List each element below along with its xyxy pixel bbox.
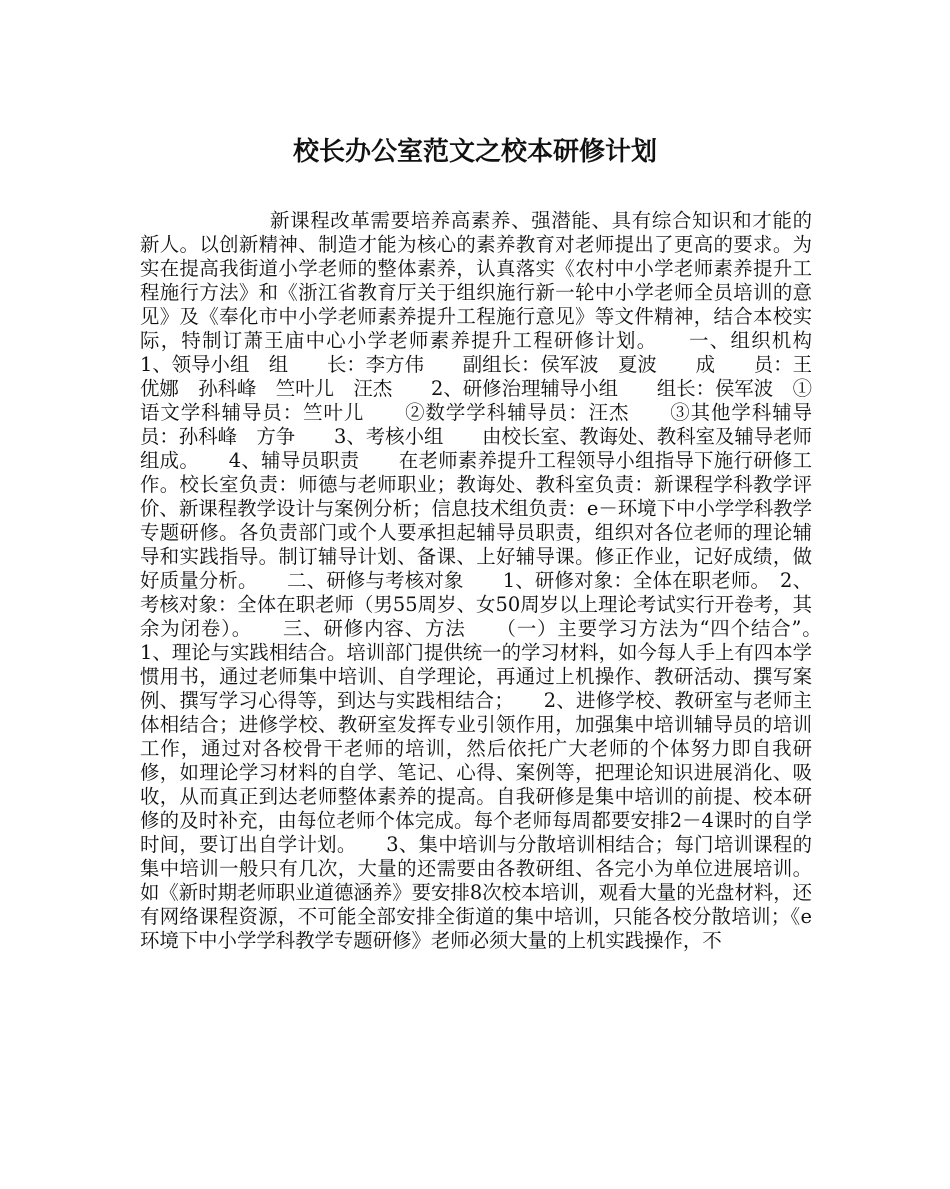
document-body: 新课程改革需要培养高素养、强潜能、具有综合知识和才能的新人。以创新精神、制造才能为核心的素养教育对老师提出了更高的要求。为实在提高我街道小学老师的整体素养，认真落实《农村中小学老师素养提升工程施行方法》和《浙江省教育厅关于组织施行新一轮中小学老师全员培训的意见》及《奉化市中小学老师素养提升工程施行意见》等文件精神，结合本校实际，特制订萧王庙中心小学老师素养提升工程研修计划。 一、组织机构 1、领导小组 组 长：李方伟 副组长：侯军波 夏波 成 员：王优娜 孙科峰 竺叶儿 汪杰 2、研修治理辅导小组 组长：侯军波 ①语文学科辅导员：竺叶儿 ②数学学科辅导员：汪杰 ③其他学科辅导员：孙科峰 方争 3、考核小组 由校长室、教诲处、教科室及辅导老师组成。 4、辅导员职责 在老师素养提升工程领导小组指导下施行研修工作。校长室负责：师德与老师职业；教诲处、教科室负责：新课程学科教学评价、新课程教学设计与案例分析；信息技术组负责：e－环境下中小学学科教学专题研修。各负责部门或个人要承担起辅导员职责，组织对各位老师的理论辅导和实践指导。制订辅导计划、备课、上好辅导课。修正作业，记好成绩，做好质量分析。 二、研修与考核对象 1、研修对象：全体在职老师。 2、考核对象：全体在职老师（男55周岁、女50周岁以上理论考试实行开卷考，其余为闭卷）。 三、研修内容、方法 （一）主要学习方法为“四个结合”。 1、理论与实践相结合。培训部门提供统一的学习材料，如今每人手上有四本学惯用书，通过老师集中培训、自学理论，再通过上机操作、教研活动、撰写案例、撰写学习心得等，到达与实践相结合； 2、进修学校、教研室与老师主体相结合；进修学校、教研室发挥专业引领作用，加强集中培训辅导员的培训工作，通过对各校骨干老师的培训，然后依托广大老师的个体努力即自我研修，如理论学习材料的自学、笔记、心得、案例等，把理论知识进展消化、吸收，从而真正到达老师整体素养的提高。自我研修是集中培训的前提、校本研修的及时补充，由每位老师个体完成。每个老师每周都要安排2－4课时的自学时间，要订出自学计划。 3、集中培训与分散培训相结合；每门培训课程的集中培训一般只有几次，大量的还需要由各教研组、各完小为单位进展培训。如《新时期老师职业道德涵养》要安排8次校本培训，观看大量的光盘材料，还有网络课程资源，不可能全部安排全街道的集中培训，只能各校分散培训；《e环境下中小学学科教学专题研修》老师必须大量的上机实践操作，不 <box>140 209 851 952</box>
document-title: 校长办公室范文之校本研修计划 <box>292 137 657 167</box>
